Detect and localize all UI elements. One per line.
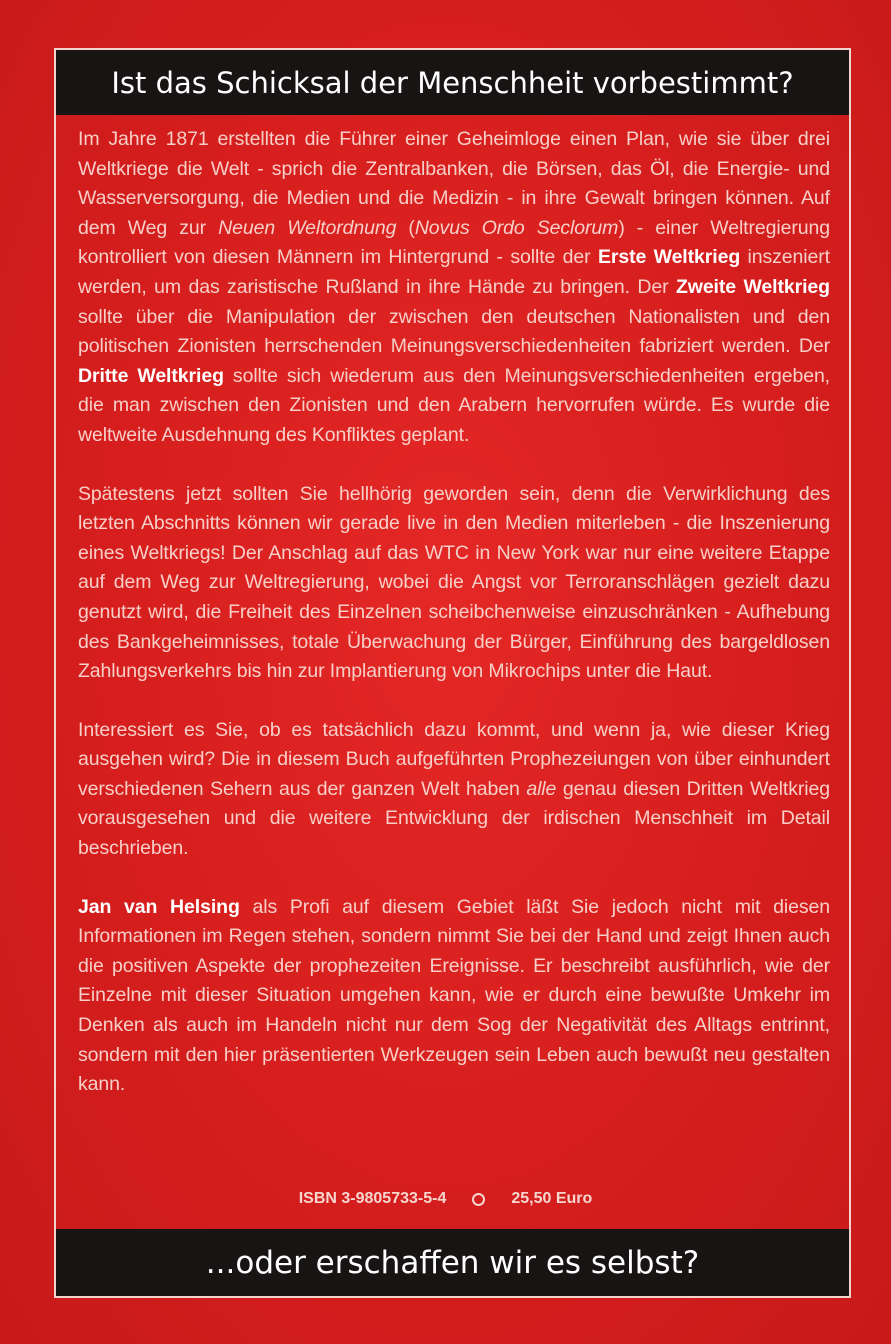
header-banner (56, 50, 849, 115)
highlight-first-world-war: Erste Weltkrieg (597, 246, 741, 269)
blurb-text (78, 125, 830, 1129)
paragraph-2: Spätestens jetzt sollten Sie hellhörig geworden sein, denn die Verwirklichung des letzten Abschnitts können wir gerade live in den Medien miterleben - die Inszenierung eines Weltkriegs! Der Anschlag auf das WTC in New York war nur eine weitere Etappe auf dem Weg zur Weltregierung, wobei die Angst vor Terroranschlägen gezielt dazu genutzt wird, die Freiheit des Einzelnen scheibchenweise einzuschränken - Aufhebung des Bankgeheimnisses, totale Überwachung der Bürger, Einführung des bargeldlosen Zahlungsverkehrs bis hin zur Implantierung von Mikrochips unter die Haut. (78, 482, 830, 683)
paragraph-4: Jan van Helsing als Profi auf diesem Gebiet läßt Sie jedoch nicht mit diesen Informationen im Regen stehen, sondern nimmt Sie bei der Hand und zeigt Ihnen auch die positiven Aspekte der prophezeiten Ereignisse. Er beschreibt ausführlich, wie der Einzelne mit dieser Situation umgehen kann, wie er durch eine bewußte Umkehr im Denken als auch im Handeln nicht nur dem Sog der Negativität des Alltags entrinnt, sondern mit den hier präsentierten Werkzeugen sein Leben auch bewußt neu gestalten kann. (78, 895, 830, 1096)
emphasis-text: Novus Ordo Seclorum (414, 216, 619, 239)
footer-banner (56, 1229, 849, 1296)
emphasis-text: alle (526, 777, 557, 800)
price: 25,50 Euro (511, 1190, 593, 1207)
footer-title: ...oder erschaffen wir es selbst? (205, 1244, 700, 1281)
isbn: ISBN 3-9805733-5-4 (298, 1190, 447, 1207)
paragraph-1: Im Jahre 1871 erstellten die Führer einer Geheimloge einen Plan, wie sie über drei Weltkriege die Welt - sprich die Zentralbanken, die Börsen, das Öl, die Energie- und Wasserversorgung, die Medien und die Medizin - in ihre Gewalt bringen können. Auf dem Weg zur Neuen Weltordnung (Novus Ordo Seclorum) - einer Weltregierung kontrolliert von diesen Männern im Hintergrund - sollte der Erste Weltkrieg inszeniert werden, um das zaristische Rußland in ihre Hände zu bringen. Der Zweite Weltkrieg sollte über die Manipulation der zwischen den deutschen Nationalisten und den politischen Zionisten herrschenden Meinungsverschiedenheiten fabriziert werden. Der Dritte Weltkrieg sollte sich wiederum aus den Meinungsverschiedenheiten ergeben, die man zwischen den Zionisten und den Arabern hervorrufen würde. Es wurde die weltweite Ausdehnung des Konfliktes geplant. (78, 128, 831, 446)
header-title: Ist das Schicksal der Menschheit vorbestimmt? (111, 65, 794, 100)
paragraph-3: Interessiert es Sie, ob es tatsächlich dazu kommt, und wenn ja, wie dieser Krieg ausgehen wird? Die in diesem Buch aufgeführten Prophezeiungen von über einhundert verschiedenen Sehern aus der ganzen Welt haben alle genau diesen Dritten Weltkrieg vorausgesehen und die weitere Entwicklung der irdischen Menschheit im Detail beschrieben. (78, 718, 830, 860)
author-name: Jan van Helsing (78, 895, 240, 918)
circle-separator-icon (472, 1193, 485, 1206)
highlight-third-world-war: Dritte Weltkrieg (78, 364, 224, 387)
highlight-second-world-war: Zweite Weltkrieg (675, 275, 830, 298)
emphasis-text: Neuen Weltordnung (218, 216, 397, 239)
isbn-price-line (0, 1190, 891, 1208)
